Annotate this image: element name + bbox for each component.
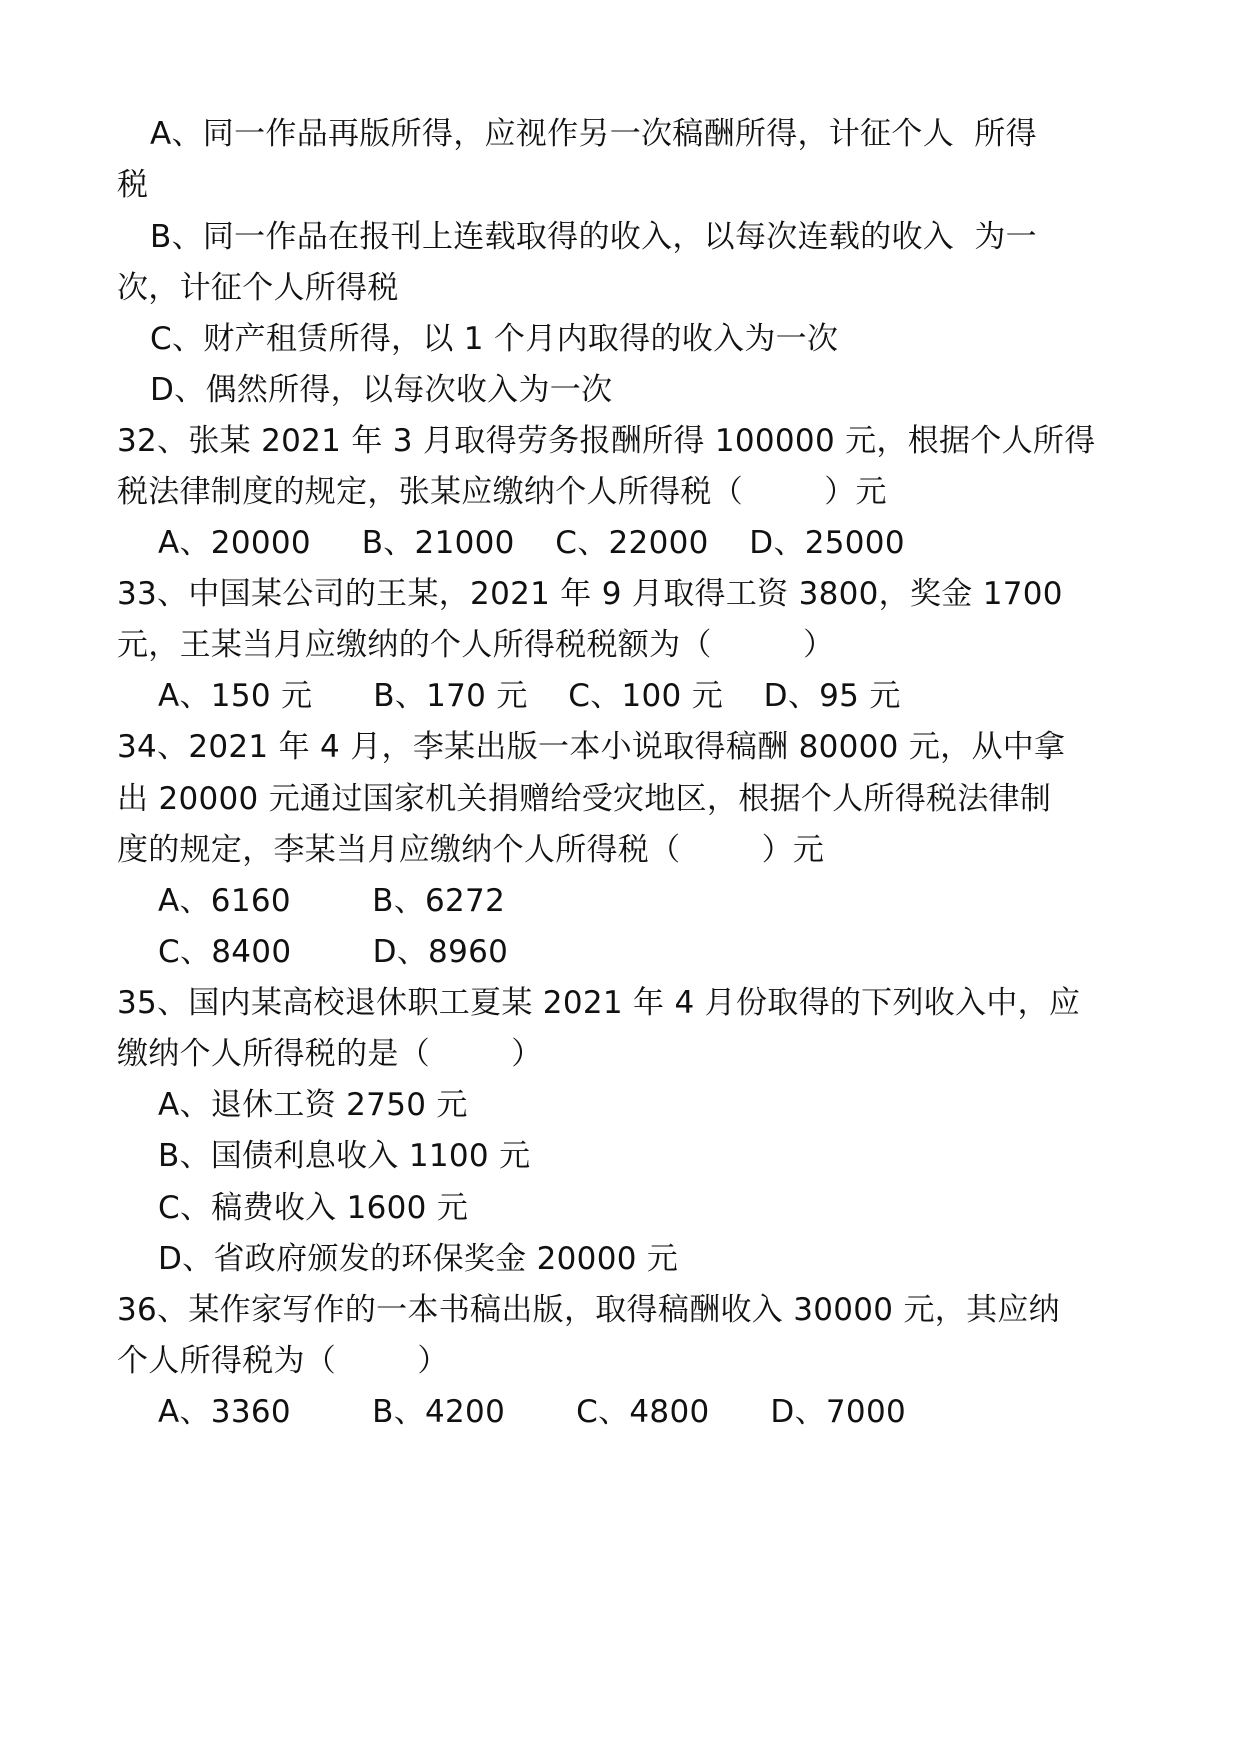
q35-stem-line2: 缴纳个人所得税的是（ ） (117, 1036, 543, 1072)
q33-options: A、150 元 B、170 元 C、100 元 D、95 元 (158, 678, 901, 714)
q32-stem-line1: 32、张某 2021 年 3 月取得劳务报酬所得 100000 元，根据个人所得 (117, 423, 1096, 459)
q35-option-a: A、退休工资 2750 元 (158, 1087, 468, 1123)
q32-options: A、20000 B、21000 C、22000 D、25000 (158, 525, 905, 561)
q36-options: A、3360 B、4200 C、4800 D、7000 (158, 1394, 906, 1430)
q33-stem-line2: 元，王某当月应缴纳的个人所得税税额为（ ） (117, 627, 835, 663)
q35-option-c: C、稿费收入 1600 元 (158, 1190, 469, 1226)
q31-option-a-line1: A、同一作品再版所得，应视作另一次稿酬所得，计征个人 所得 (150, 116, 1037, 152)
q34-stem-line3: 度的规定，李某当月应缴纳个人所得税（ ）元 (117, 832, 825, 868)
q34-stem-line1: 34、2021 年 4 月，李某出版一本小说取得稿酬 80000 元，从中拿 (117, 729, 1066, 765)
q31-option-a-line2: 税 (117, 167, 149, 203)
q35-stem-line1: 35、国内某高校退休职工夏某 2021 年 4 月份取得的下列收入中，应 (117, 985, 1081, 1021)
q34-options-cd: C、8400 D、8960 (158, 934, 509, 970)
q36-stem-line2: 个人所得税为（ ） (117, 1343, 449, 1379)
q31-option-d: D、偶然所得，以每次收入为一次 (150, 372, 613, 408)
q36-stem-line1: 36、某作家写作的一本书稿出版，取得稿酬收入 30000 元，其应纳 (117, 1292, 1060, 1328)
q34-options-ab: A、6160 B、6272 (158, 883, 506, 919)
q35-option-b: B、国债利息收入 1100 元 (158, 1138, 531, 1174)
q31-option-b-line2: 次，计征个人所得税 (117, 270, 399, 306)
q34-stem-line2: 出 20000 元通过国家机关捐赠给受灾地区，根据个人所得税法律制 (117, 781, 1052, 817)
q33-stem-line1: 33、中国某公司的王某，2021 年 9 月取得工资 3800，奖金 1700 (117, 576, 1063, 612)
q35-option-d: D、省政府颁发的环保奖金 20000 元 (158, 1241, 679, 1277)
q31-option-b-line1: B、同一作品在报刊上连载取得的收入，以每次连载的收入 为一 (150, 219, 1037, 255)
q31-option-c: C、财产租赁所得，以 1 个月内取得的收入为一次 (150, 321, 839, 357)
q32-stem-line2: 税法律制度的规定，张某应缴纳个人所得税（ ）元 (117, 474, 887, 510)
